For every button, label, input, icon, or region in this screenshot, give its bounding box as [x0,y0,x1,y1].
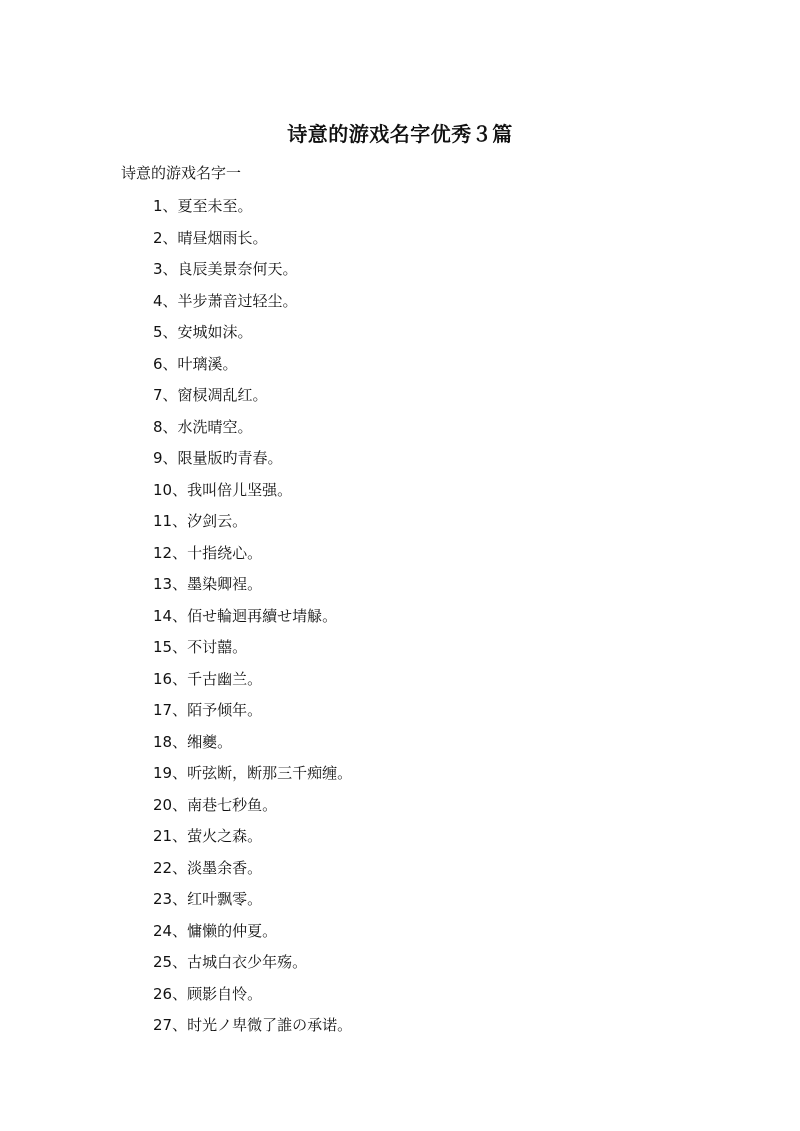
list-item: 24、慵懒的仲夏。 [153,921,278,940]
list-item: 5、安城如沫。 [153,323,253,341]
list-item: 16、千古幽兰。 [153,669,263,688]
list-item: 1、夏至未至。 [153,197,253,215]
list-item: 25、古城白衣少年殇。 [153,953,308,971]
list-item: 11、汐剑云。 [153,512,248,530]
list-item: 21、萤火之森。 [153,827,263,845]
list-item: 20、南巷七秒鱼。 [153,795,278,814]
list-item: 13、墨染卿裎。 [153,575,263,593]
list-item: 22、淡墨余香。 [153,858,263,877]
list-item: 7、窗棂凋乱红。 [153,386,268,404]
list-item: 12、十指绕心。 [153,543,263,562]
game-name-list [153,194,352,1045]
list-item: 3、良辰美景奈何天。 [153,260,298,278]
list-item: 9、限量版旳青春。 [153,449,283,467]
list-item: 23、红叶飘零。 [153,890,263,908]
list-item: 19、听弦断，断那三千痴缠。 [153,764,353,782]
list-item: 4、半步萧音过轻尘。 [153,291,298,310]
document-title: 诗意的游戏名字优秀３篇 [287,122,513,146]
list-item: 14、佰せ輪迴再續せ埥觮。 [153,606,338,625]
list-item: 18、缃夔。 [153,732,233,751]
list-item: 27、时光ノ卑微了誰の承诺。 [153,1016,353,1034]
list-item: 10、我叫倍儿坚强。 [153,480,293,499]
list-item: 8、水洗晴空。 [153,417,253,436]
list-item: 6、叶璃溪。 [153,354,238,373]
list-item: 26、顾影自怜。 [153,984,263,1003]
list-item: 2、晴昼烟雨长。 [153,228,268,247]
list-item: 15、不讨囍。 [153,638,248,656]
list-item: 17、陌予倾年。 [153,701,263,719]
section-heading: 诗意的游戏名字一 [121,164,242,182]
